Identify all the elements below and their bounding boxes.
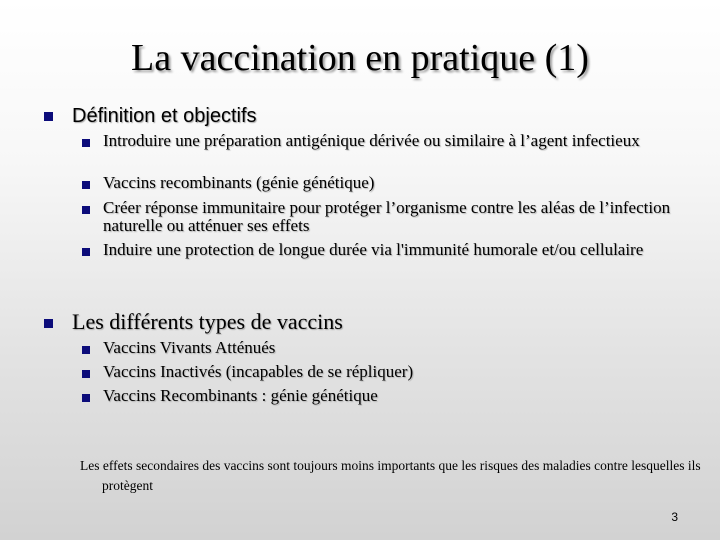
bullet-square-icon — [82, 181, 90, 189]
section-heading-types: Les différents types de vaccins — [72, 309, 343, 334]
list-item: Créer réponse immunitaire pour protéger l’organisme contre les aléas de l’infection naturelle ou atténuer ses effets — [103, 198, 671, 235]
bullet-square-icon — [82, 394, 90, 402]
bullet-square-icon — [82, 346, 90, 354]
bullet-square-icon — [44, 112, 53, 121]
list-item: Vaccins Vivants Atténués — [103, 338, 276, 357]
list-item: Introduire une préparation antigénique dérivée ou similaire à l’agent infectieux — [103, 131, 640, 150]
bullet-square-icon — [44, 319, 53, 328]
bullet-square-icon — [82, 139, 90, 147]
footnote: Les effets secondaires des vaccins sont toujours moins importants que les risques des maladies contre lesquelles ils protègent — [80, 458, 701, 493]
bullet-square-icon — [82, 370, 90, 378]
bullet-square-icon — [82, 248, 90, 256]
bullet-square-icon — [82, 206, 90, 214]
page-number: 3 — [671, 510, 678, 524]
list-item: Vaccins recombinants (génie génétique) — [103, 173, 375, 192]
slide-title: La vaccination en pratique (1) — [131, 37, 589, 79]
section-heading-definition: Définition et objectifs — [72, 105, 257, 127]
list-item: Vaccins Recombinants : génie génétique — [103, 386, 378, 405]
list-item: Vaccins Inactivés (incapables de se répliquer) — [103, 362, 414, 381]
list-item: Induire une protection de longue durée via l'immunité humorale et/ou cellulaire — [103, 240, 644, 259]
